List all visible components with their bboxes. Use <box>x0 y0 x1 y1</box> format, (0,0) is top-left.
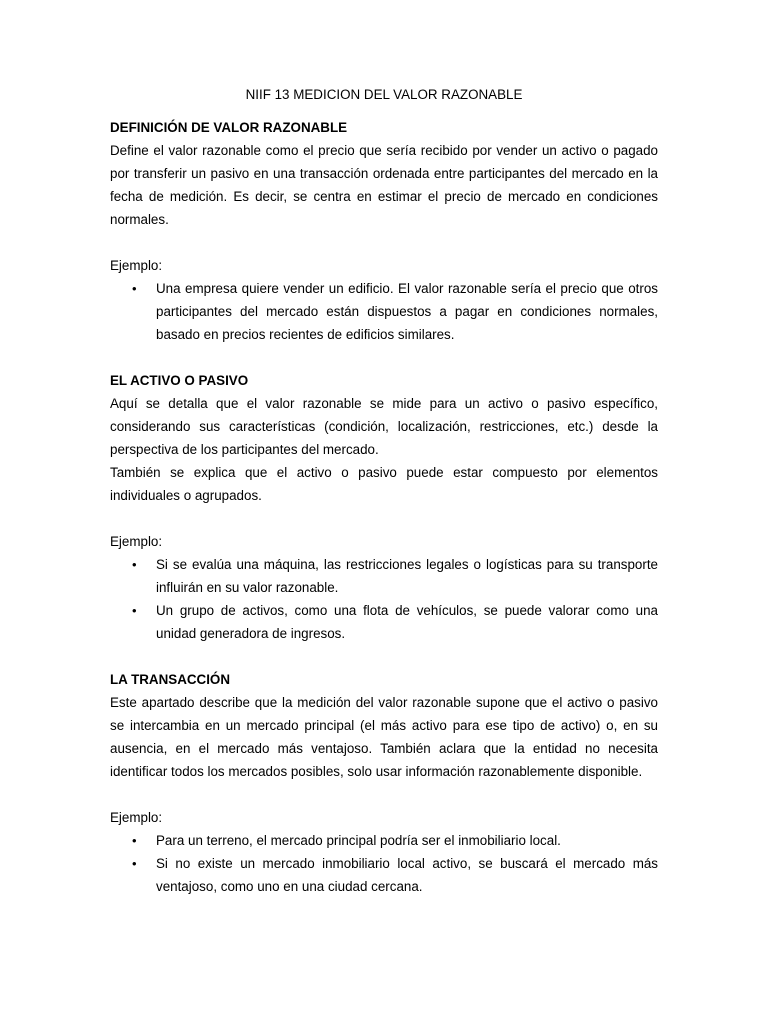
list-item <box>110 277 658 346</box>
bullet-icon: • <box>132 856 137 871</box>
list-item <box>110 829 658 852</box>
example-list <box>110 829 658 898</box>
list-item <box>110 852 658 898</box>
spacer <box>110 346 658 369</box>
spacer <box>110 507 658 530</box>
example-list <box>110 553 658 645</box>
spacer <box>110 231 658 254</box>
section-definicion <box>110 116 658 346</box>
bullet-icon: • <box>132 557 137 572</box>
document-page <box>110 83 658 898</box>
section-paragraph: También se explica que el activo o pasivo puede estar compuesto por elementos individuales o agrupados. <box>110 465 658 503</box>
list-item <box>110 599 658 645</box>
example-label: Ejemplo: <box>110 258 163 273</box>
bullet-icon: • <box>132 603 137 618</box>
list-item-text: Una empresa quiere vender un edificio. El valor razonable sería el precio que otros participantes del mercado están dispuestos a pagar en condiciones normales, basado en precios recientes de edificios similares. <box>156 281 658 342</box>
section-heading: DEFINICIÓN DE VALOR RAZONABLE <box>110 120 348 135</box>
document-title: NIIF 13 MEDICION DEL VALOR RAZONABLE <box>245 87 523 102</box>
section-paragraph: Define el valor razonable como el precio que sería recibido por vender un activo o pagado por transferir un pasivo en una transacción ordenada entre participantes del mercado en la fecha de medición. Es decir, se centra en estimar el precio de mercado en condiciones normales. <box>110 143 658 227</box>
section-paragraph: Este apartado describe que la medición del valor razonable supone que el activo o pasivo se intercambia en un mercado principal (el más activo para ese tipo de activo) o, en su ausencia, en el mercado más ventajoso. También aclara que la entidad no necesita identificar todos los mercados posibles, solo usar información razonablemente disponible. <box>110 695 658 779</box>
list-item-text: Si no existe un mercado inmobiliario local activo, se buscará el mercado más ventajoso, como uno en una ciudad cercana. <box>156 856 658 894</box>
list-item-text: Un grupo de activos, como una flota de vehículos, se puede valorar como una unidad generadora de ingresos. <box>156 603 658 641</box>
list-item <box>110 553 658 599</box>
list-item-text: Para un terreno, el mercado principal podría ser el inmobiliario local. <box>156 833 561 848</box>
list-item-text: Si se evalúa una máquina, las restricciones legales o logísticas para su transporte influirán en su valor razonable. <box>156 557 658 595</box>
section-paragraph: Aquí se detalla que el valor razonable se mide para un activo o pasivo específico, considerando sus características (condición, localización, restricciones, etc.) desde la perspectiva de los participantes del mercado. <box>110 396 658 457</box>
example-list <box>110 277 658 346</box>
example-label: Ejemplo: <box>110 534 163 549</box>
section-heading: LA TRANSACCIÓN <box>110 672 231 687</box>
example-label: Ejemplo: <box>110 810 163 825</box>
section-heading: EL ACTIVO O PASIVO <box>110 373 249 388</box>
bullet-icon: • <box>132 281 137 296</box>
section-transaccion <box>110 668 658 898</box>
spacer <box>110 783 658 806</box>
spacer <box>110 645 658 668</box>
bullet-icon: • <box>132 833 137 848</box>
section-activo-pasivo <box>110 369 658 645</box>
